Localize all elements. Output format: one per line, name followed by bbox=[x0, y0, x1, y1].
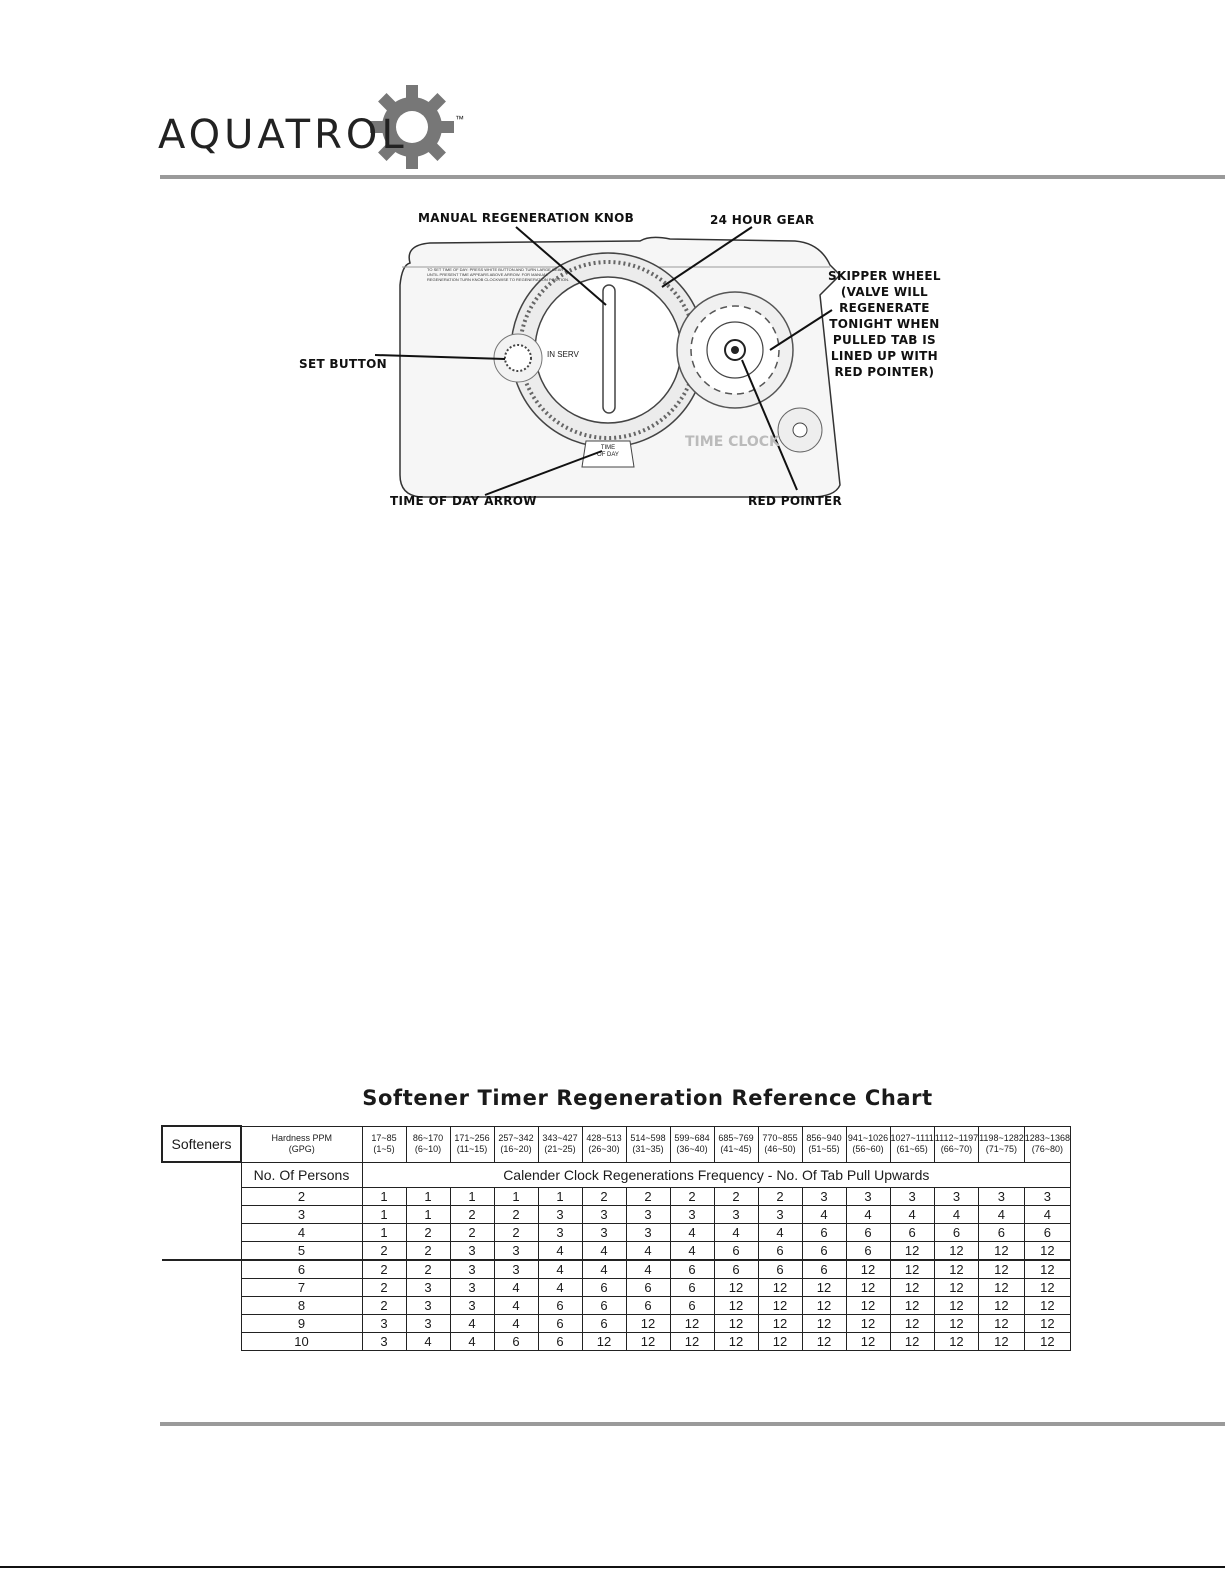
callout-24-hour-gear: 24 HOUR GEAR bbox=[710, 213, 815, 227]
frequency-cell: 2 bbox=[362, 1260, 406, 1279]
frequency-cell: 2 bbox=[406, 1241, 450, 1260]
hardness-column-header: 428~513 (26~30) bbox=[582, 1126, 626, 1162]
frequency-cell: 1 bbox=[450, 1187, 494, 1205]
frequency-cell: 4 bbox=[758, 1223, 802, 1241]
frequency-cell: 4 bbox=[406, 1332, 450, 1350]
page-bottom-line bbox=[0, 1566, 1225, 1568]
frequency-cell: 6 bbox=[494, 1332, 538, 1350]
persons-header-row bbox=[162, 1162, 1071, 1187]
frequency-cell: 12 bbox=[890, 1278, 934, 1296]
frequency-cell: 3 bbox=[406, 1296, 450, 1314]
persons-cell: 3 bbox=[241, 1205, 362, 1223]
hardness-label: Hardness PPM (GPG) bbox=[241, 1126, 362, 1162]
hardness-column-header: 941~1026 (56~60) bbox=[846, 1126, 890, 1162]
frequency-cell: 3 bbox=[450, 1278, 494, 1296]
frequency-cell: 12 bbox=[934, 1260, 978, 1279]
frequency-cell: 6 bbox=[670, 1260, 714, 1279]
frequency-cell: 2 bbox=[362, 1296, 406, 1314]
persons-cell: 9 bbox=[241, 1314, 362, 1332]
frequency-cell: 12 bbox=[714, 1332, 758, 1350]
frequency-cell: 2 bbox=[406, 1223, 450, 1241]
frequency-cell: 3 bbox=[934, 1187, 978, 1205]
frequency-cell: 3 bbox=[582, 1205, 626, 1223]
frequency-cell: 2 bbox=[626, 1187, 670, 1205]
frequency-cell: 6 bbox=[714, 1260, 758, 1279]
callout-set-button: SET BUTTON bbox=[299, 357, 387, 371]
frequency-cell: 4 bbox=[1024, 1205, 1070, 1223]
frequency-cell: 12 bbox=[714, 1278, 758, 1296]
hardness-header-row bbox=[162, 1126, 1071, 1162]
frequency-cell: 3 bbox=[362, 1332, 406, 1350]
frequency-cell: 2 bbox=[450, 1223, 494, 1241]
frequency-cell: 4 bbox=[714, 1223, 758, 1241]
frequency-cell: 12 bbox=[979, 1314, 1025, 1332]
frequency-cell: 3 bbox=[979, 1187, 1025, 1205]
frequency-cell: 1 bbox=[362, 1205, 406, 1223]
frequency-cell: 2 bbox=[406, 1260, 450, 1279]
persons-cell: 5 bbox=[241, 1241, 362, 1260]
frequency-cell: 12 bbox=[934, 1332, 978, 1350]
callout-red-pointer: RED POINTER bbox=[748, 494, 843, 508]
table-row bbox=[162, 1260, 1071, 1279]
frequency-cell: 12 bbox=[979, 1296, 1025, 1314]
frequency-cell: 1 bbox=[362, 1187, 406, 1205]
frequency-cell: 2 bbox=[582, 1187, 626, 1205]
frequency-cell: 2 bbox=[494, 1205, 538, 1223]
frequency-cell: 4 bbox=[582, 1260, 626, 1279]
frequency-cell: 1 bbox=[406, 1187, 450, 1205]
frequency-cell: 1 bbox=[362, 1223, 406, 1241]
frequency-cell: 1 bbox=[406, 1205, 450, 1223]
frequency-cell: 12 bbox=[934, 1241, 978, 1260]
frequency-cell: 6 bbox=[934, 1223, 978, 1241]
frequency-cell: 4 bbox=[538, 1260, 582, 1279]
in-serv-label: IN SERV bbox=[547, 350, 579, 359]
frequency-cell: 3 bbox=[582, 1223, 626, 1241]
frequency-cell: 12 bbox=[758, 1314, 802, 1332]
hardness-column-header: 1112~1197 (66~70) bbox=[934, 1126, 978, 1162]
frequency-cell: 6 bbox=[626, 1296, 670, 1314]
persons-cell: 8 bbox=[241, 1296, 362, 1314]
frequency-cell: 3 bbox=[450, 1260, 494, 1279]
frequency-cell: 3 bbox=[538, 1223, 582, 1241]
frequency-cell: 2 bbox=[670, 1187, 714, 1205]
frequency-cell: 12 bbox=[979, 1260, 1025, 1279]
frequency-cell: 12 bbox=[626, 1314, 670, 1332]
frequency-cell: 3 bbox=[846, 1187, 890, 1205]
frequency-cell: 6 bbox=[714, 1241, 758, 1260]
hardness-column-header: 599~684 (36~40) bbox=[670, 1126, 714, 1162]
frequency-cell: 3 bbox=[494, 1260, 538, 1279]
header-rule bbox=[160, 175, 1225, 179]
callout-time-of-day-arrow: TIME OF DAY ARROW bbox=[390, 494, 537, 508]
frequency-cell: 4 bbox=[979, 1205, 1025, 1223]
frequency-cell: 2 bbox=[714, 1187, 758, 1205]
persons-cell: 2 bbox=[241, 1187, 362, 1205]
frequency-cell: 12 bbox=[890, 1260, 934, 1279]
frequency-cell: 3 bbox=[714, 1205, 758, 1223]
frequency-cell: 12 bbox=[758, 1296, 802, 1314]
frequency-cell: 12 bbox=[582, 1332, 626, 1350]
frequency-cell: 12 bbox=[934, 1296, 978, 1314]
table-body bbox=[162, 1126, 1071, 1350]
frequency-cell: 4 bbox=[494, 1314, 538, 1332]
table-row bbox=[162, 1241, 1071, 1260]
frequency-cell: 6 bbox=[626, 1278, 670, 1296]
frequency-cell: 4 bbox=[934, 1205, 978, 1223]
frequency-cell: 4 bbox=[538, 1278, 582, 1296]
frequency-cell: 12 bbox=[714, 1296, 758, 1314]
table-row bbox=[162, 1296, 1071, 1314]
persons-cell: 7 bbox=[241, 1278, 362, 1296]
hardness-column-header: 86~170 (6~10) bbox=[406, 1126, 450, 1162]
frequency-cell: 3 bbox=[890, 1187, 934, 1205]
frequency-cell: 12 bbox=[934, 1314, 978, 1332]
frequency-cell: 3 bbox=[1024, 1187, 1070, 1205]
table-row bbox=[162, 1205, 1071, 1223]
callout-skipper-wheel: SKIPPER WHEEL (VALVE WILL REGENERATE TONIGHT WHEN PULLED TAB IS LINED UP WITH RED POINTER) bbox=[828, 269, 941, 379]
time-of-day-label: TIME OF DAY bbox=[597, 445, 619, 458]
frequency-cell: 4 bbox=[846, 1205, 890, 1223]
frequency-cell: 3 bbox=[670, 1205, 714, 1223]
instruction-text: TO SET TIME OF DAY: PRESS WHITE BUTTON AND TURN LARGE GEAR UNTIL PRESENT TIME APPEARS ABOVE ARROW. FOR MANUAL REGENERATION TURN KNOB CLOCKWISE TO REGENERATION POSITION. bbox=[427, 267, 570, 282]
frequency-cell: 4 bbox=[494, 1296, 538, 1314]
frequency-cell: 6 bbox=[846, 1223, 890, 1241]
aquatrol-logo bbox=[158, 84, 468, 170]
frequency-cell: 12 bbox=[846, 1278, 890, 1296]
frequency-cell: 12 bbox=[1024, 1278, 1070, 1296]
frequency-cell: 12 bbox=[758, 1278, 802, 1296]
frequency-cell: 12 bbox=[670, 1314, 714, 1332]
frequency-cell: 2 bbox=[758, 1187, 802, 1205]
frequency-cell: 12 bbox=[846, 1296, 890, 1314]
frequency-cell: 3 bbox=[362, 1314, 406, 1332]
hardness-column-header: 1198~1282 (71~75) bbox=[979, 1126, 1025, 1162]
hardness-column-header: 514~598 (31~35) bbox=[626, 1126, 670, 1162]
frequency-cell: 2 bbox=[362, 1278, 406, 1296]
frequency-cell: 6 bbox=[802, 1241, 846, 1260]
softeners-label: Softeners bbox=[162, 1126, 241, 1162]
frequency-cell: 4 bbox=[890, 1205, 934, 1223]
callout-manual-knob: MANUAL REGENERATION KNOB bbox=[418, 211, 635, 225]
frequency-cell: 12 bbox=[626, 1332, 670, 1350]
hardness-column-header: 171~256 (11~15) bbox=[450, 1126, 494, 1162]
frequency-cell: 3 bbox=[494, 1241, 538, 1260]
brand-name: AQUATROL bbox=[158, 112, 408, 158]
frequency-cell: 6 bbox=[538, 1314, 582, 1332]
frequency-cell: 6 bbox=[802, 1223, 846, 1241]
frequency-cell: 3 bbox=[538, 1205, 582, 1223]
frequency-cell: 12 bbox=[802, 1278, 846, 1296]
frequency-cell: 12 bbox=[802, 1332, 846, 1350]
frequency-cell: 6 bbox=[670, 1296, 714, 1314]
frequency-cell: 6 bbox=[758, 1241, 802, 1260]
persons-cell: 6 bbox=[241, 1260, 362, 1279]
frequency-cell: 3 bbox=[450, 1241, 494, 1260]
frequency-cell: 4 bbox=[582, 1241, 626, 1260]
hardness-column-header: 17~85 (1~5) bbox=[362, 1126, 406, 1162]
frequency-cell: 3 bbox=[626, 1223, 670, 1241]
frequency-cell: 12 bbox=[890, 1296, 934, 1314]
frequency-cell: 12 bbox=[670, 1332, 714, 1350]
frequency-cell: 4 bbox=[626, 1241, 670, 1260]
frequency-cell: 2 bbox=[450, 1205, 494, 1223]
frequency-cell: 6 bbox=[582, 1314, 626, 1332]
frequency-cell: 6 bbox=[758, 1260, 802, 1279]
frequency-label: Calender Clock Regenerations Frequency - No. Of Tab Pull Upwards bbox=[362, 1162, 1071, 1187]
frequency-cell: 12 bbox=[890, 1314, 934, 1332]
frequency-cell: 12 bbox=[846, 1332, 890, 1350]
hardness-column-header: 770~855 (46~50) bbox=[758, 1126, 802, 1162]
table-row bbox=[162, 1223, 1071, 1241]
frequency-cell: 4 bbox=[670, 1223, 714, 1241]
frequency-cell: 12 bbox=[979, 1332, 1025, 1350]
hardness-column-header: 343~427 (21~25) bbox=[538, 1126, 582, 1162]
frequency-cell: 12 bbox=[979, 1278, 1025, 1296]
frequency-cell: 12 bbox=[846, 1260, 890, 1279]
frequency-cell: 6 bbox=[538, 1296, 582, 1314]
frequency-cell: 12 bbox=[714, 1314, 758, 1332]
frequency-cell: 12 bbox=[979, 1241, 1025, 1260]
frequency-cell: 12 bbox=[1024, 1296, 1070, 1314]
persons-label: No. Of Persons bbox=[241, 1162, 362, 1187]
frequency-cell: 12 bbox=[802, 1296, 846, 1314]
frequency-cell: 6 bbox=[582, 1296, 626, 1314]
persons-cell: 4 bbox=[241, 1223, 362, 1241]
frequency-cell: 4 bbox=[670, 1241, 714, 1260]
table-row bbox=[162, 1314, 1071, 1332]
frequency-cell: 4 bbox=[538, 1241, 582, 1260]
trademark: ™ bbox=[455, 114, 464, 124]
table-row bbox=[162, 1187, 1071, 1205]
frequency-cell: 6 bbox=[802, 1260, 846, 1279]
chart-title: Softener Timer Regeneration Reference Chart bbox=[362, 1086, 933, 1110]
frequency-cell: 6 bbox=[846, 1241, 890, 1260]
persons-cell: 10 bbox=[241, 1332, 362, 1350]
frequency-cell: 12 bbox=[1024, 1241, 1070, 1260]
frequency-cell: 4 bbox=[450, 1314, 494, 1332]
timer-diagram bbox=[290, 205, 950, 520]
frequency-cell: 12 bbox=[934, 1278, 978, 1296]
frequency-cell: 12 bbox=[890, 1241, 934, 1260]
frequency-cell: 6 bbox=[1024, 1223, 1070, 1241]
frequency-cell: 1 bbox=[494, 1187, 538, 1205]
hardness-column-header: 856~940 (51~55) bbox=[802, 1126, 846, 1162]
regeneration-table bbox=[161, 1125, 1071, 1351]
frequency-cell: 6 bbox=[670, 1278, 714, 1296]
frequency-cell: 12 bbox=[1024, 1332, 1070, 1350]
frequency-cell: 1 bbox=[538, 1187, 582, 1205]
hardness-column-header: 685~769 (41~45) bbox=[714, 1126, 758, 1162]
frequency-cell: 4 bbox=[494, 1278, 538, 1296]
frequency-cell: 3 bbox=[450, 1296, 494, 1314]
footer-rule bbox=[160, 1422, 1225, 1426]
frequency-cell: 12 bbox=[890, 1332, 934, 1350]
frequency-cell: 12 bbox=[802, 1314, 846, 1332]
frequency-cell: 6 bbox=[582, 1278, 626, 1296]
frequency-cell: 12 bbox=[758, 1332, 802, 1350]
hardness-column-header: 257~342 (16~20) bbox=[494, 1126, 538, 1162]
frequency-cell: 3 bbox=[406, 1278, 450, 1296]
frequency-cell: 12 bbox=[1024, 1314, 1070, 1332]
frequency-cell: 2 bbox=[362, 1241, 406, 1260]
frequency-cell: 2 bbox=[494, 1223, 538, 1241]
frequency-cell: 6 bbox=[538, 1332, 582, 1350]
frequency-cell: 12 bbox=[1024, 1260, 1070, 1279]
frequency-cell: 12 bbox=[846, 1314, 890, 1332]
table-row bbox=[162, 1278, 1071, 1296]
frequency-cell: 6 bbox=[890, 1223, 934, 1241]
frequency-cell: 3 bbox=[406, 1314, 450, 1332]
frequency-cell: 4 bbox=[802, 1205, 846, 1223]
table-row bbox=[162, 1332, 1071, 1350]
frequency-cell: 6 bbox=[979, 1223, 1025, 1241]
hardness-column-header: 1027~1111 (61~65) bbox=[890, 1126, 934, 1162]
frequency-cell: 3 bbox=[758, 1205, 802, 1223]
frequency-cell: 3 bbox=[802, 1187, 846, 1205]
frequency-cell: 3 bbox=[626, 1205, 670, 1223]
frequency-cell: 4 bbox=[626, 1260, 670, 1279]
frequency-cell: 4 bbox=[450, 1332, 494, 1350]
hardness-column-header: 1283~1368 (76~80) bbox=[1024, 1126, 1070, 1162]
time-clock-label: TIME CLOCK bbox=[685, 434, 780, 450]
